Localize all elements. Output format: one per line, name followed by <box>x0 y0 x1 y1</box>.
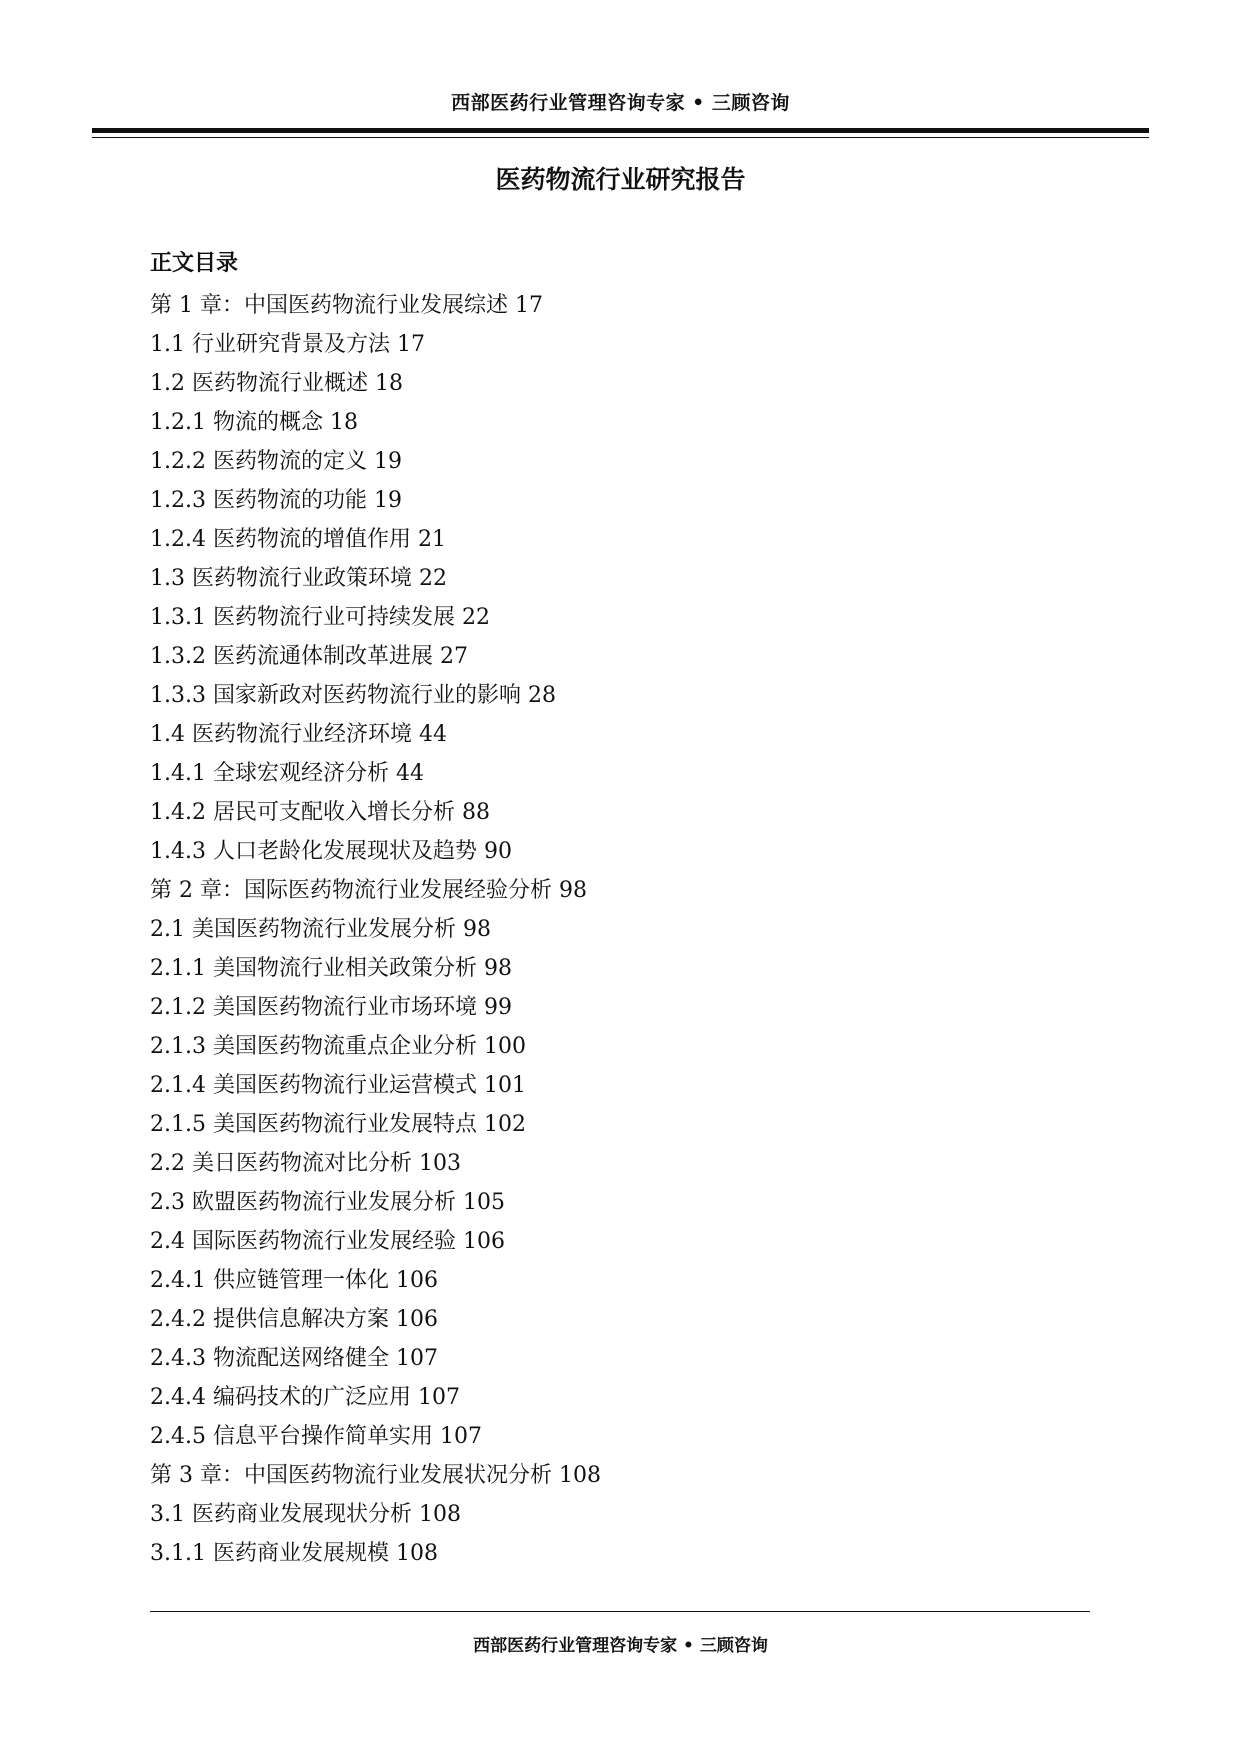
toc-entry[interactable]: 2.4.3 物流配送网络健全 107 <box>150 1346 438 1371</box>
toc-list <box>150 286 1100 1573</box>
toc-entry[interactable]: 2.1.1 美国物流行业相关政策分析 98 <box>150 956 512 981</box>
toc-entry[interactable]: 1.1 行业研究背景及方法 17 <box>150 332 425 357</box>
toc-entry[interactable]: 1.4 医药物流行业经济环境 44 <box>150 722 447 747</box>
toc-entry[interactable]: 2.4.2 提供信息解决方案 106 <box>150 1307 438 1332</box>
toc-entry[interactable]: 1.4.1 全球宏观经济分析 44 <box>150 761 424 786</box>
toc-entry[interactable]: 2.1 美国医药物流行业发展分析 98 <box>150 917 491 942</box>
toc-heading: 正文目录 <box>150 251 239 276</box>
toc-entry[interactable]: 1.3 医药物流行业政策环境 22 <box>150 566 447 591</box>
page-footer: 西部医药行业管理咨询专家 • 三顾咨询 <box>473 1636 768 1656</box>
toc-entry[interactable]: 2.4.5 信息平台操作简单实用 107 <box>150 1424 482 1449</box>
toc-entry[interactable]: 1.2.4 医药物流的增值作用 21 <box>150 527 446 552</box>
header-rule-thin <box>92 137 1149 138</box>
page-header: 西部医药行业管理咨询专家 • 三顾咨询 <box>451 92 790 114</box>
toc-entry[interactable]: 1.3.2 医药流通体制改革进展 27 <box>150 644 468 669</box>
toc-entry[interactable]: 2.1.2 美国医药物流行业市场环境 99 <box>150 995 512 1020</box>
toc-entry[interactable]: 2.4.1 供应链管理一体化 106 <box>150 1268 438 1293</box>
toc-entry[interactable]: 2.1.4 美国医药物流行业运营模式 101 <box>150 1073 526 1098</box>
toc-entry[interactable]: 2.3 欧盟医药物流行业发展分析 105 <box>150 1190 505 1215</box>
toc-entry[interactable]: 1.3.3 国家新政对医药物流行业的影响 28 <box>150 683 556 708</box>
document-title: 医药物流行业研究报告 <box>495 165 746 194</box>
toc-entry[interactable]: 2.1.3 美国医药物流重点企业分析 100 <box>150 1034 526 1059</box>
toc-entry[interactable]: 2.4 国际医药物流行业发展经验 106 <box>150 1229 505 1254</box>
toc-entry[interactable]: 第 3 章：中国医药物流行业发展状况分析 108 <box>150 1463 601 1488</box>
toc-entry[interactable]: 1.2.3 医药物流的功能 19 <box>150 488 402 513</box>
toc-entry[interactable]: 第 1 章：中国医药物流行业发展综述 17 <box>150 293 543 318</box>
toc-entry[interactable]: 3.1 医药商业发展现状分析 108 <box>150 1502 461 1527</box>
toc-entry[interactable]: 1.3.1 医药物流行业可持续发展 22 <box>150 605 490 630</box>
header-rule-thick <box>92 128 1149 133</box>
toc-entry[interactable]: 1.2.1 物流的概念 18 <box>150 410 358 435</box>
toc-entry[interactable]: 3.1.1 医药商业发展规模 108 <box>150 1541 438 1566</box>
toc-entry[interactable]: 2.1.5 美国医药物流行业发展特点 102 <box>150 1112 526 1137</box>
toc-entry[interactable]: 1.2.2 医药物流的定义 19 <box>150 449 402 474</box>
toc-entry[interactable]: 1.4.3 人口老龄化发展现状及趋势 90 <box>150 839 512 864</box>
toc-entry[interactable]: 1.4.2 居民可支配收入增长分析 88 <box>150 800 490 825</box>
toc-entry[interactable]: 2.2 美日医药物流对比分析 103 <box>150 1151 461 1176</box>
footer-rule <box>150 1611 1090 1612</box>
toc-entry[interactable]: 1.2 医药物流行业概述 18 <box>150 371 403 396</box>
toc-entry[interactable]: 第 2 章：国际医药物流行业发展经验分析 98 <box>150 878 587 903</box>
toc-entry[interactable]: 2.4.4 编码技术的广泛应用 107 <box>150 1385 460 1410</box>
